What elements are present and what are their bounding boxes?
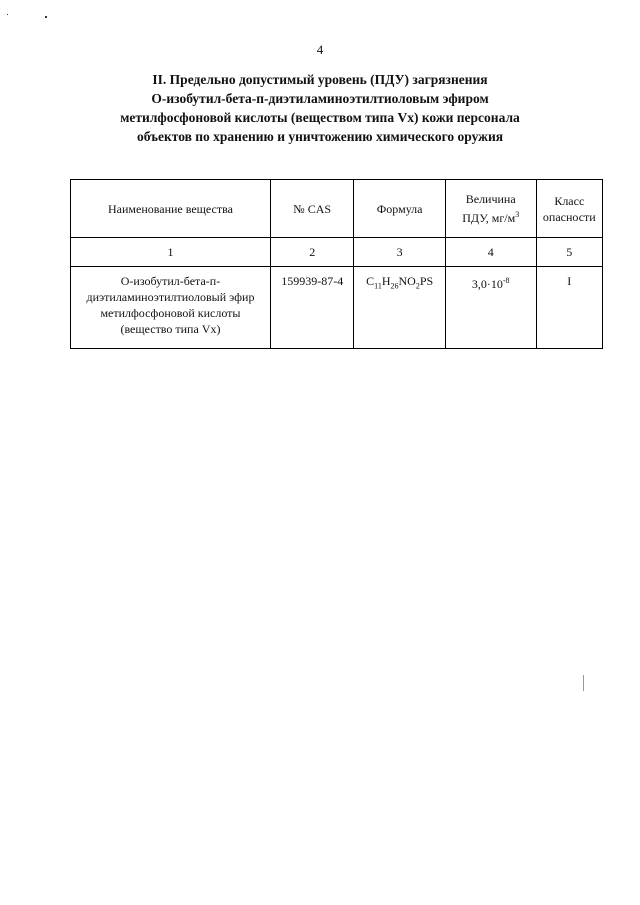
scan-dot (45, 16, 47, 18)
heading-line: объектов по хранению и уничтожению химического оружия (136, 129, 504, 144)
pdu-table (70, 179, 603, 349)
cell-hazard-class: I (536, 267, 602, 349)
cell-formula: $C_{11}H_{26}NO_2PS$ (354, 267, 445, 349)
header-substance-name: Наименование вещества (71, 180, 271, 238)
scan-dot (7, 14, 8, 15)
header-formula: Формула (354, 180, 445, 238)
header-hazard-class: Класс опасности (536, 180, 602, 238)
header-pdu-value: Величина ПДУ, $мг/м^3$ (445, 180, 536, 238)
column-number: 2 (270, 238, 354, 267)
column-number: 3 (354, 238, 445, 267)
heading-line: II. Предельно допустимый уровень (ПДУ) загрязнения (152, 72, 488, 87)
cell-pdu-value: $3,0\cdot 10^{-8}$ (445, 267, 536, 349)
cell-cas-number: 159939-87-4 (270, 267, 354, 349)
table-header-row (71, 180, 603, 238)
column-number-row (71, 238, 603, 267)
column-number: 5 (536, 238, 602, 267)
heading-line: О-изобутил-бета-п-диэтиламиноэтилтиоловым эфиром (151, 91, 489, 106)
column-number: 1 (71, 238, 271, 267)
heading-line: метилфосфоновой кислоты (веществом типа Vx) кожи персонала (120, 110, 520, 125)
document-heading (60, 70, 580, 146)
cell-substance-name: О-изобутил-бета-п- диэтиламиноэтилтиоловый эфир метилфосфоновой кислоты (вещество типа Vx) (71, 267, 271, 349)
column-number: 4 (445, 238, 536, 267)
scan-mark (583, 675, 584, 691)
header-cas: № CAS (270, 180, 354, 238)
page-number: 4 (316, 42, 324, 57)
table-row (71, 267, 603, 349)
